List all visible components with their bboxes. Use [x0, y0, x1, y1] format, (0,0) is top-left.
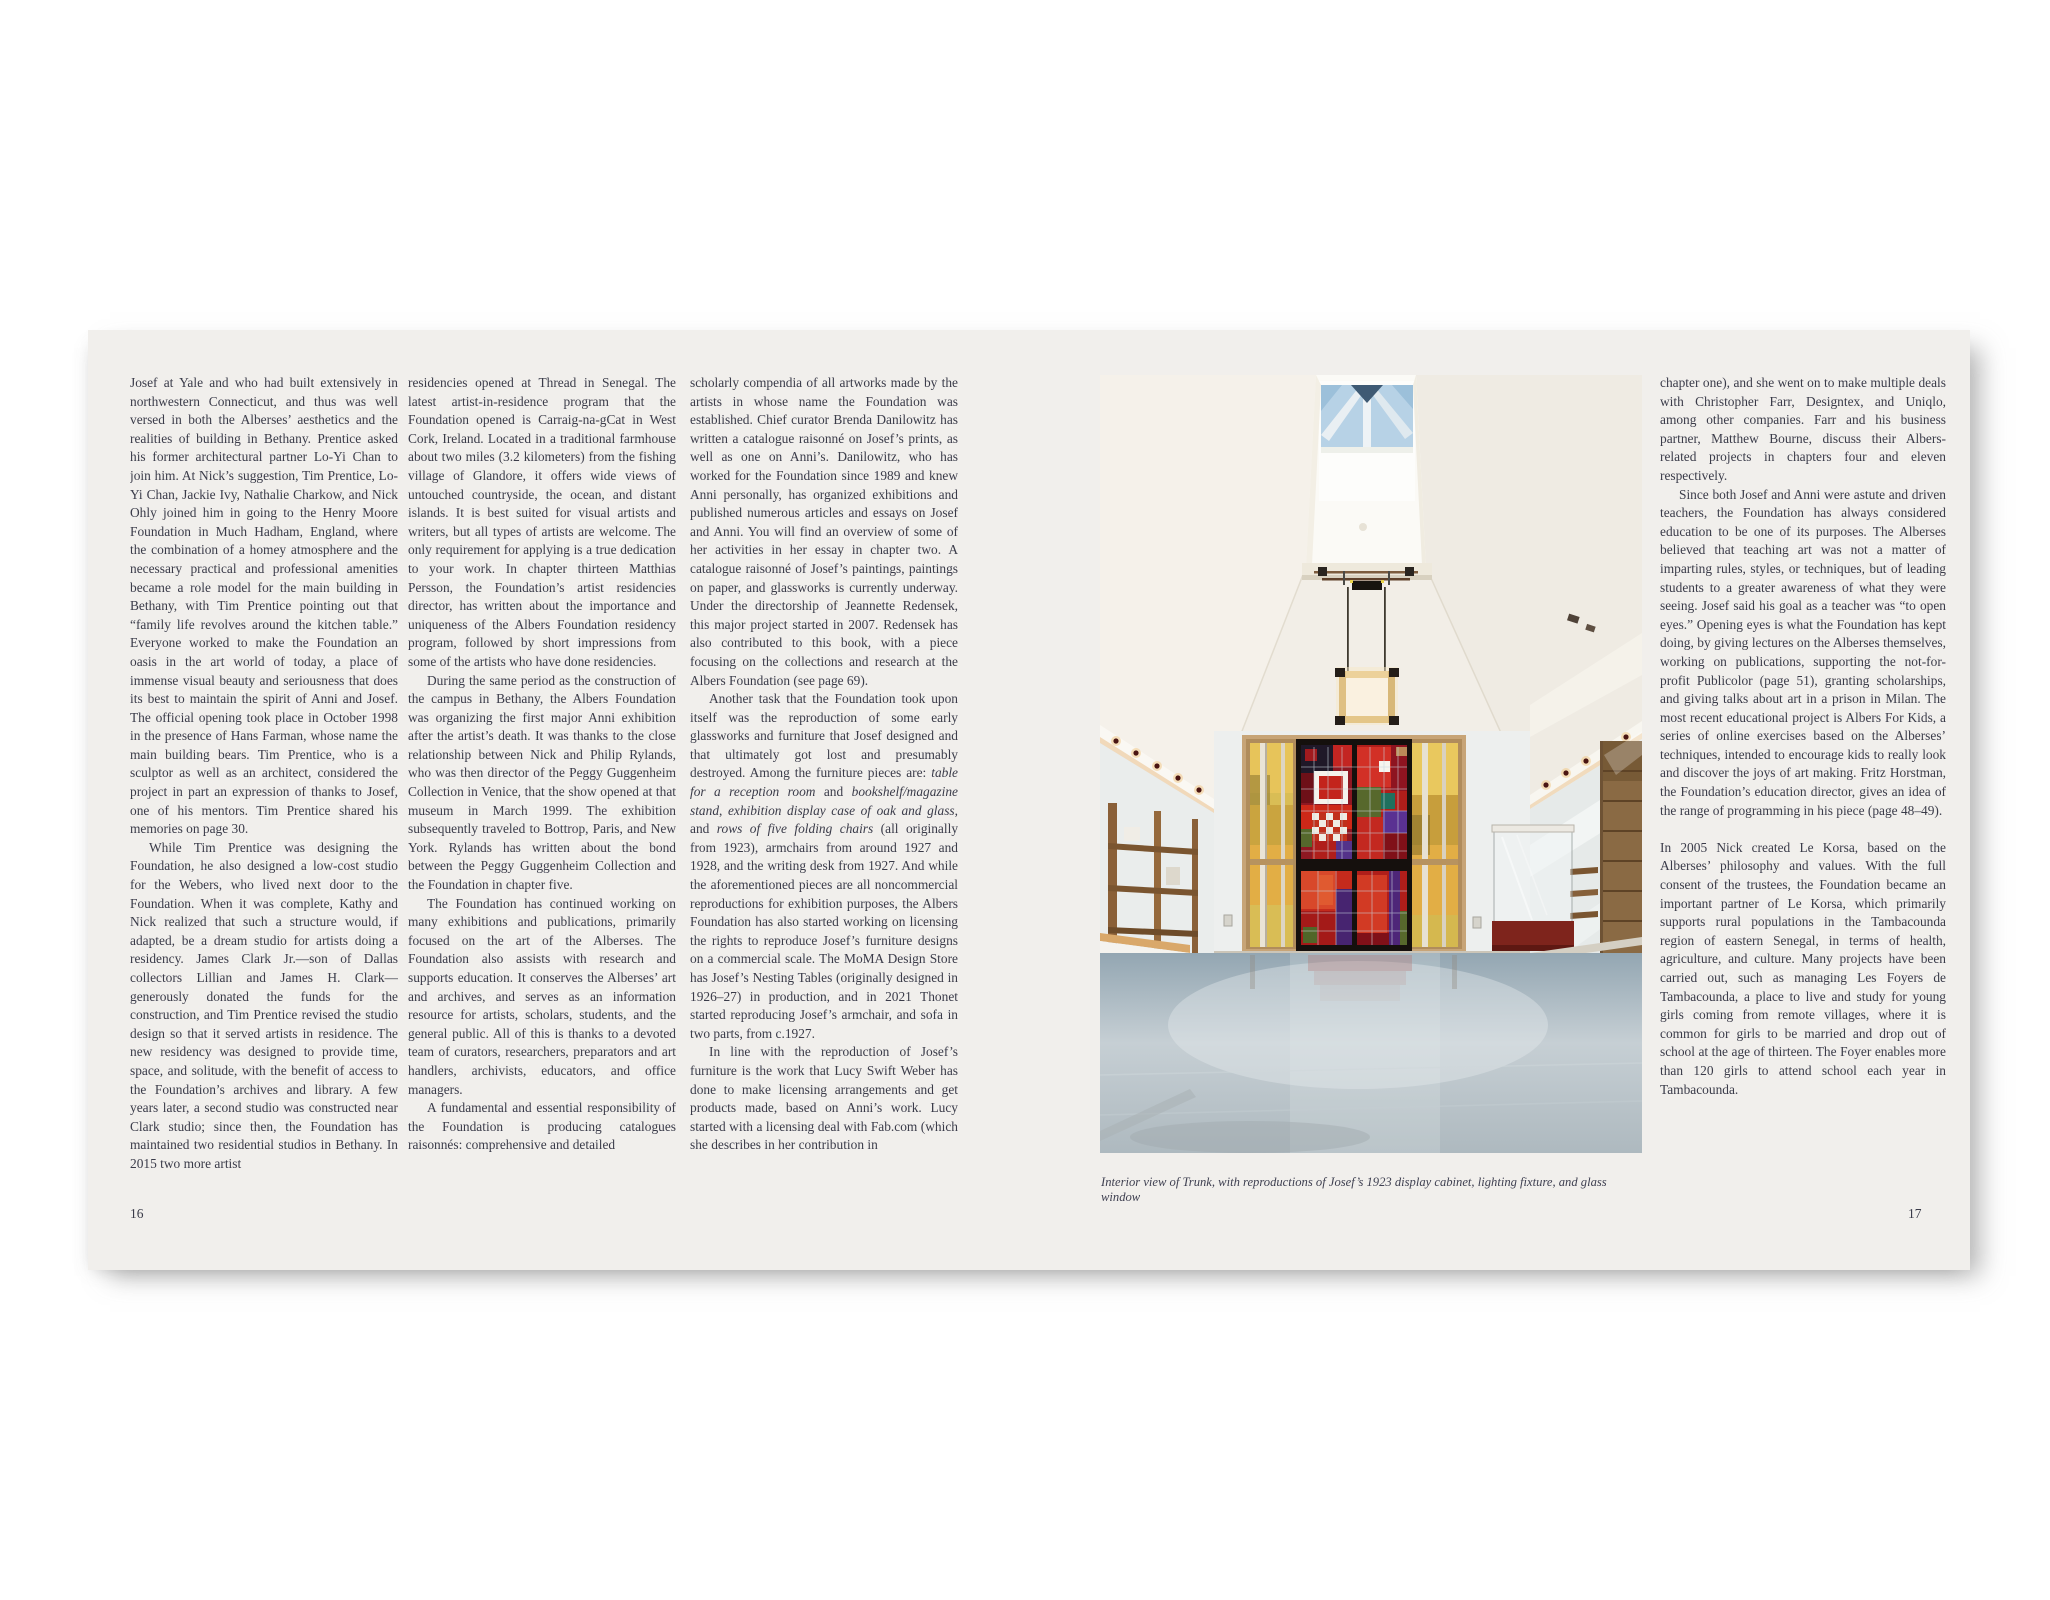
- page17-column: chapter one), and she went on to make multiple deals with Christopher Farr, Designtex, and Uniqlo, among other companies. Farr and his business partner, Matthew Bourne, discuss their Albers-related projects in chapters four and eleven respectively. Since both Josef and Anni were astute and driven teachers, the Foundation has always considered education to be one of its purposes. The Alberses believed that teaching art was not a matter of imparting rules, styles, or techniques, but of leading students to a greater awareness of what they were seeing. Josef said his goal as a teacher was “to open eyes.” Opening eyes is what the Foundation has kept doing, by giving lectures on the Alberses themselves, working on publications, supporting the not-for-profit Publicolor (page 51), granting scholarships, and giving talks about art in a prison in Milan. The most recent educational project is Albers For Kids, a series of online exercises based on the Alberses’ techniques, intended to encourage kids to really look and discover the joys of art making. Fritz Horstman, the Foundation’s education director, gives an idea of the range of programming in his piece (page 48–49). In 2005 Nick created Le Korsa, based on the Alberses’ philosophy and values. With the full consent of the trustees, the Foundation became an important partner of Le Korsa, which primarily supports rural populations in the Tambacounda region of eastern Senegal, in terms of health, agriculture, and culture. Many projects have been carried out, such as managing Les Foyers de Tambacounda, a place to live and study for young girls coming from remote villages, where it is common for girls to be married and drop out of school at the age of thirteen. The Foyer enables more than 120 girls to attend school each year in Tambacounda.: [1660, 375, 1946, 1097]
- wall-outlet: [1224, 915, 1232, 926]
- page16-column-3: scholarly compendia of all artworks made by the artists in whose name the Foundation was established. Chief curator Brenda Danilowitz has written a catalogue raisonné on Josef’s prints, as well as one on Anni’s. Danilowitz, who has worked for the Foundation since 1989 and knew Anni personally, has organized exhibitions and published numerous articles and essays on Josef and Anni. You will find an overview of some of her activities in her essay in chapter two. A catalogue raisonné of Josef’s paintings, paintings on paper, and glassworks is currently underway. Under the directorship of Jeannette Redensek, this major project started in 2007. Redensek has also contributed to this book, with a piece focusing on the collections and research at the Albers Foundation (see page 69). Another task that the Foundation took upon itself was the reproduction of some early glassworks and furniture that Josef designed and that ultimately got lost and presumably destroyed. Among the furniture pieces are: table for a reception room and bookshelf/magazine stand, exhibition display case of oak and glass, and rows of five folding chairs (all originally from 1923), armchairs from around 1927 and 1928, and the writing desk from 1927. And while the aforementioned pieces are all noncommercial reproductions for exhibition purposes, the Albers Foundation has also started working on licensing the rights to reproduce Josef’s furniture designs on a commercial scale. The MoMA Design Store has Josef’s Nesting Tables (originally designed in 1926–27) in production, and in 2021 Thonet started reproducing Josef’s armchair, and sofa in two parts, from c.1927. In line with the reproduction of Josef’s furniture is the work that Lucy Swift Weber has done to make licensing arrangements and get products made, based on Anni’s work. Lucy started with a licensing deal with Fab.com (which she describes in her contribution in: [690, 375, 958, 1153]
- floor: [1100, 953, 1642, 1153]
- interior-photo-trunk: [1100, 375, 1642, 1153]
- page-number-17: 17: [1908, 1206, 1922, 1221]
- photo-caption: Interior view of Trunk, with reproductions of Josef’s 1923 display cabinet, lighting fixture, and glass window: [1101, 1175, 1607, 1204]
- page16-column-2: residencies opened at Thread in Senegal. The latest artist-in-residence program that the Foundation opened is Carraig-na-gCat in West Cork, Ireland. Located in a traditional farmhouse about two miles (3.2 kilometers) from the fishing village of Glandore, it offers wide views of untouched countryside, the ocean, and distant islands. It is best suited for visual artists and writers, but all types of artists are welcome. The only requirement for applying is a true dedication to your work. In chapter thirteen Matthias Persson, the Foundation’s artist residencies director, has written about the importance and uniqueness of the Albers Foundation residency program, followed by short impressions from some of the artists who have done residencies. During the same period as the construction of the campus in Bethany, the Albers Foundation was organizing the first major Anni exhibition after the artist’s death. It was thanks to the close relationship between Nick and Philip Rylands, who was then director of the Peggy Guggenheim Collection in Venice, that the show opened at that museum in March 1999. The exhibition subsequently traveled to Bottrop, Paris, and New York. Rylands has written about the bond between the Peggy Guggenheim Collection and the Foundation in chapter five. The Foundation has continued working on many exhibitions and publications, primarily focused on the art of the Alberses. The Foundation also assists with research and supports education. It conserves the Alberses’ art and archives, and serves as an information resource for artists, scholars, students, and the general public. All of this is thanks to a devoted team of curators, researchers, preparators and art handlers, archivists, educators, and office managers. A fundamental and essential responsibility of the Foundation is producing catalogues raisonnés: comprehensive and detailed: [408, 375, 676, 1153]
- skylight: [1306, 375, 1426, 567]
- wall-outlet: [1473, 917, 1481, 928]
- book-spread: [88, 330, 1970, 1270]
- stained-glass-window: [1296, 739, 1412, 951]
- page-number-16: 16: [130, 1206, 144, 1221]
- page16-column-1: Josef at Yale and who had built extensively in northwestern Connecticut, and thus was well versed in both the Alberses’ aesthetics and the realities of building in Bethany. Prentice asked his former architectural partner Lo-Yi Chan to join him. At Nick’s suggestion, Tim Prentice, Lo-Yi Chan, Jackie Ivy, Nathalie Charkow, and Nick Ohly joined him in going to the Henry Moore Foundation in Much Hadham, England, where the combination of a homey atmosphere and the necessary practical and professional amenities became a role model for the main building in Bethany, with Tim Prentice pointing out that “family life revolves around the kitchen table.” Everyone worked to make the Foundation an oasis in the art world of today, a place of immense visual beauty and seriousness that does its best to maintain the spirit of Anni and Josef. The official opening took place in October 1998 in the presence of Hans Farman, whose name the main building bears. Tim Prentice, who is a sculptor as well as an architect, considered the project in part an expression of thanks to Josef, one of his mentors. Tim Prentice shared his memories on page 30. While Tim Prentice was designing the Foundation, he also designed a low-cost studio for the Webers, who lived next door to the Foundation. When it was complete, Kathy and Nick realized that such a structure would, if adapted, be a dream studio for artists doing a residency. James Clark Jr.—son of Dallas collectors Lillian and James H. Clark—generously donated the funds for the construction, and Tim Prentice revised the studio design so that it served artists in residence. The new residency was designed to provide time, space, and solitude, with the benefit of access to the Foundation’s archives and library. A few years later, a second studio was constructed near Clark studio; since then, the Foundation has maintained two residential studios in Bethany. In 2015 two more artist: [130, 375, 398, 1171]
- interior-photo-illustration: [1100, 375, 1642, 1153]
